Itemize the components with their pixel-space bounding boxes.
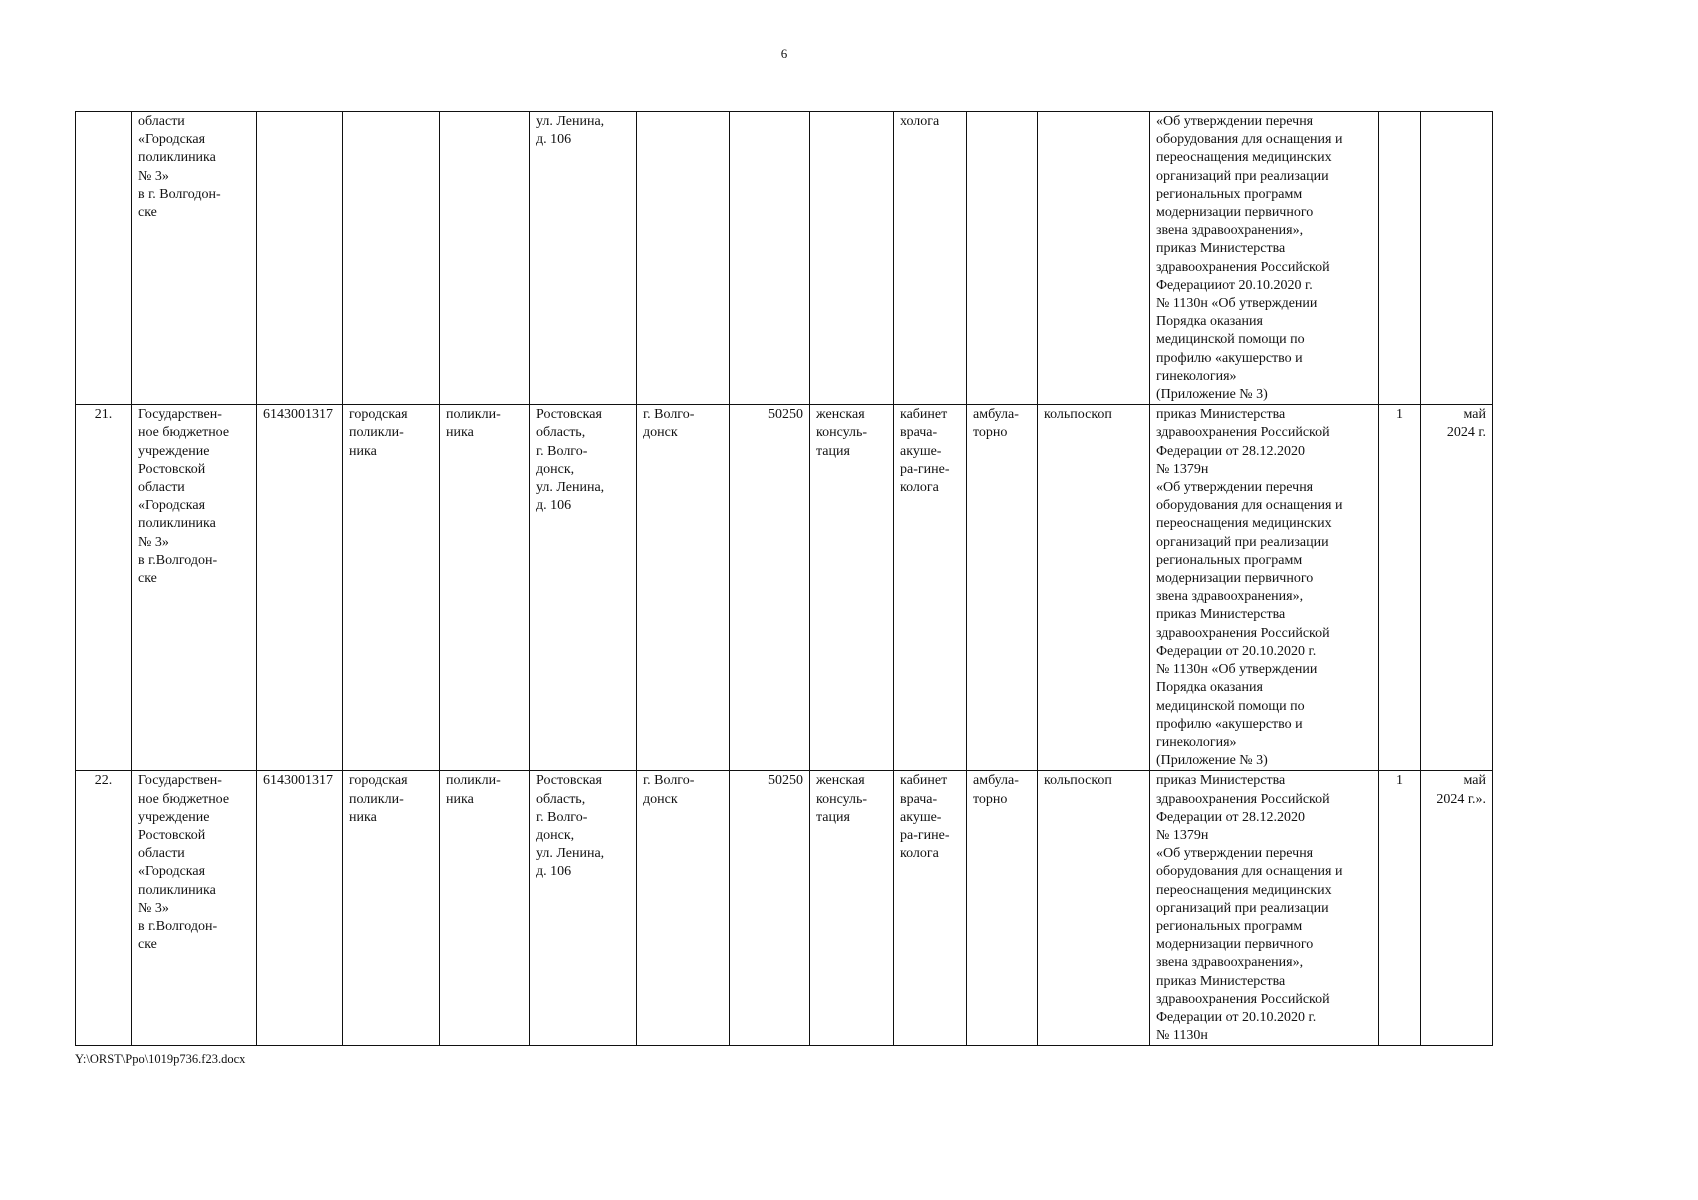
equipment-cell: кольпоскоп bbox=[1038, 405, 1150, 771]
equipment-cell bbox=[1038, 112, 1150, 405]
unit-cell: женская консуль- тация bbox=[810, 405, 894, 771]
room-cell: кабинет врача- акуше- ра-гине- колога bbox=[894, 405, 967, 771]
code-cell bbox=[730, 112, 810, 405]
facility-type bbox=[343, 112, 440, 405]
unit-cell bbox=[810, 112, 894, 405]
quantity-cell bbox=[1379, 112, 1421, 405]
organization-name: Государствен- ное бюджетное учреждение Ростовской области «Городская поликлиника № 3» в г.Волгодон- ске bbox=[132, 771, 257, 1046]
care-mode-cell bbox=[967, 112, 1038, 405]
organization-name: области «Городская поликлиника № 3» в г. Волгодон- ске bbox=[132, 112, 257, 405]
city-cell: г. Волго- донск bbox=[637, 771, 730, 1046]
table-row bbox=[76, 405, 1493, 771]
address-cell: ул. Ленина, д. 106 bbox=[530, 112, 637, 405]
room-cell: кабинет врача- акуше- ра-гине- колога bbox=[894, 771, 967, 1046]
delivery-date-cell: май 2024 г.». bbox=[1421, 771, 1493, 1046]
facility-type: городская поликли- ника bbox=[343, 405, 440, 771]
legal-basis-cell: «Об утверждении перечня оборудования для оснащения и переоснащения медицинских организаций при реализации региональных программ модернизации первичного звена здравоохранения», приказ Министерства здравоохранения Российской Федерацииот 20.10.2020 г. № 1130н «Об утверждении Порядка оказания медицинской помощи по профилю «акушерство и гинекология» (Приложение № 3) bbox=[1150, 112, 1379, 405]
delivery-date-cell: май 2024 г. bbox=[1421, 405, 1493, 771]
facility-subtype: поликли- ника bbox=[440, 771, 530, 1046]
address-cell: Ростовская область, г. Волго- донск, ул. Ленина, д. 106 bbox=[530, 771, 637, 1046]
facility-subtype bbox=[440, 112, 530, 405]
city-cell bbox=[637, 112, 730, 405]
facility-type: городская поликли- ника bbox=[343, 771, 440, 1046]
inn-cell: 6143001317 bbox=[257, 771, 343, 1046]
care-mode-cell: амбула- торно bbox=[967, 771, 1038, 1046]
page-number: 6 bbox=[780, 46, 788, 61]
row-number: 22. bbox=[76, 771, 132, 1046]
row-number: 21. bbox=[76, 405, 132, 771]
delivery-date-cell bbox=[1421, 112, 1493, 405]
inn-cell: 6143001317 bbox=[257, 405, 343, 771]
table-row bbox=[76, 112, 1493, 405]
address-cell: Ростовская область, г. Волго- донск, ул. Ленина, д. 106 bbox=[530, 405, 637, 771]
row-number bbox=[76, 112, 132, 405]
care-mode-cell: амбула- торно bbox=[967, 405, 1038, 771]
legal-basis-cell: приказ Министерства здравоохранения Российской Федерации от 28.12.2020 № 1379н «Об утверждении перечня оборудования для оснащения и переоснащения медицинских организаций при реализации региональных программ модернизации первичного звена здравоохранения», приказ Министерства здравоохранения Российской Федерации от 20.10.2020 г. № 1130н «Об утверждении Порядка оказания медицинской помощи по профилю «акушерство и гинекология» (Приложение № 3) bbox=[1150, 405, 1379, 771]
quantity-cell: 1 bbox=[1379, 771, 1421, 1046]
inn-cell bbox=[257, 112, 343, 405]
quantity-cell: 1 bbox=[1379, 405, 1421, 771]
room-cell: холога bbox=[894, 112, 967, 405]
equipment-cell: кольпоскоп bbox=[1038, 771, 1150, 1046]
legal-basis-cell: приказ Министерства здравоохранения Российской Федерации от 28.12.2020 № 1379н «Об утверждении перечня оборудования для оснащения и переоснащения медицинских организаций при реализации региональных программ модернизации первичного звена здравоохранения», приказ Министерства здравоохранения Российской Федерации от 20.10.2020 г. № 1130н bbox=[1150, 771, 1379, 1046]
equipment-table bbox=[75, 111, 1493, 1046]
file-path-footer: Y:\ORST\Ppo\1019p736.f23.docx bbox=[75, 1052, 246, 1066]
city-cell: г. Волго- донск bbox=[637, 405, 730, 771]
code-cell: 50250 bbox=[730, 405, 810, 771]
unit-cell: женская консуль- тация bbox=[810, 771, 894, 1046]
table-row bbox=[76, 771, 1493, 1046]
code-cell: 50250 bbox=[730, 771, 810, 1046]
facility-subtype: поликли- ника bbox=[440, 405, 530, 771]
organization-name: Государствен- ное бюджетное учреждение Ростовской области «Городская поликлиника № 3» в г.Волгодон- ске bbox=[132, 405, 257, 771]
